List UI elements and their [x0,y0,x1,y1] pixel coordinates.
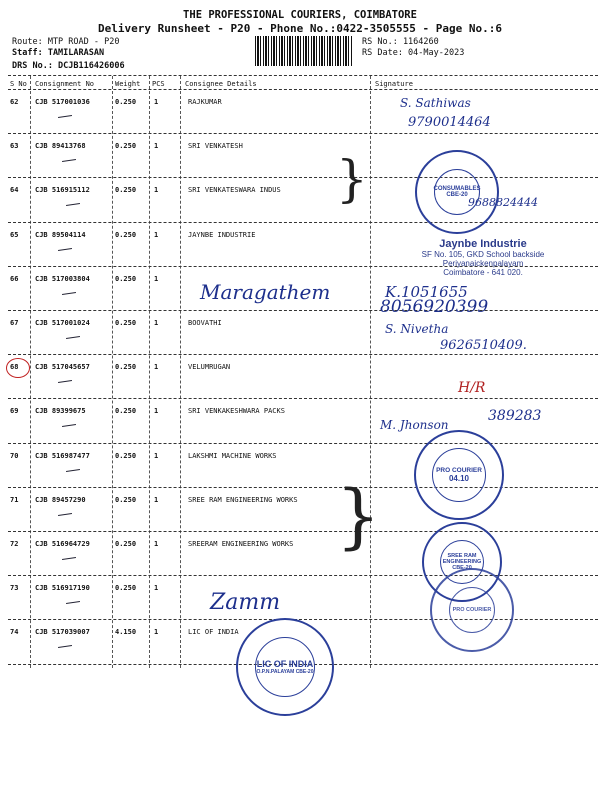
row-weight: 0.250 [115,584,137,593]
signature-row-66: Maragathem [200,280,331,304]
col-divider [112,76,113,668]
row-consignee: LIC OF INDIA [188,628,239,637]
row-consignment-no: CJB 89457290 [35,495,86,504]
row-consignee: SRI VENKATESH [188,142,243,151]
row-consignee: LAKSHMI MACHINE WORKS [188,451,277,460]
pen-tick-mark [62,159,76,162]
row-consignment-no: CJB 517001036 [35,98,90,106]
row-sno: 74 [10,628,19,637]
row-sno: 62 [10,98,19,106]
col-header-consignee: Consignee Details [185,80,257,88]
stamp-text-sree-ram: SREE RAM ENGINEERING [442,553,482,565]
row-sno: 68 [10,363,19,372]
row-pcs: 1 [154,186,159,195]
col-header-signature: Signature [375,80,413,88]
stamp-text-pro-date: 04.10 [448,474,470,483]
row-sno: 72 [10,540,19,548]
row-divider [8,398,598,399]
row-weight: 0.250 [115,363,137,372]
brace-mark: } [336,150,368,208]
pen-tick-mark [66,336,80,339]
stamp-text-pro-courier-2: PRO COURIER [452,607,492,613]
row-pcs: 1 [154,142,159,151]
brace-mark: } [336,475,381,557]
row-sno: 67 [10,319,19,327]
barcode [255,36,353,66]
col-header-pcs: PCS [152,80,165,88]
pen-tick-mark [62,557,76,560]
runsheet-title: Delivery Runsheet - P20 - Phone No.:0422-3505555 - Page No.:6 [98,22,502,35]
row-divider [8,487,598,488]
row-consignee: SRI VENKATESWARA INDUS [188,186,281,195]
pen-tick-mark [66,601,80,604]
red-circle-mark [6,358,30,378]
row-consignment-no: CJB 516915112 [35,186,90,195]
header-bottom-line [8,89,598,90]
row-consignee: VELUMRUGAN [188,363,231,372]
row-sno: 73 [10,584,19,593]
jaynbe-address-3: Coimbatore - 641 020. [443,268,523,277]
row-consignment-no: CJB 517001024 [35,319,90,327]
row-consignment-no: CJB 517045657 [35,363,90,372]
row-consignee: SREE RAM ENGINEERING WORKS [188,495,298,504]
phone-row-69: 389283 [488,408,542,424]
table-top-line [8,75,598,76]
row-pcs: 1 [154,540,159,548]
row-divider [8,354,598,355]
pen-tick-mark [58,248,72,251]
row-weight: 0.250 [115,495,137,504]
note-row-66: K.1051655 [385,283,468,301]
row-pcs: 1 [154,363,159,372]
pen-tick-mark [58,513,72,516]
row-consignee: SREERAM ENGINEERING WORKS [188,540,294,548]
row-sno: 63 [10,142,19,151]
row-divider [8,443,598,444]
drs-number: DRS No.: DCJB116426006 [12,61,125,71]
pen-tick-mark [66,469,80,472]
col-header-consignment: Consignment No [35,80,95,88]
route-label: Route: MTP ROAD - P20 [12,37,120,47]
row-weight: 0.250 [115,230,137,239]
row-pcs: 1 [154,628,159,637]
phone-row-66: 8056920399 [380,297,489,317]
courier-stamp-73 [430,568,514,652]
row-sno: 71 [10,495,19,504]
row-consignee: JAYNBE INDUSTRIE [188,230,256,239]
col-header-weight: Weight [115,80,141,88]
row-pcs: 1 [154,230,159,239]
jaynbe-address-1: SF No. 105, GKD School backside [421,250,545,259]
row-weight: 0.250 [115,98,137,106]
pen-tick-mark [58,380,72,383]
lic-stamp [236,618,334,716]
row-weight: 0.250 [115,319,137,327]
stamp-text-cbe: CBE-20 [446,192,468,198]
stamp-text-pro-courier: PRO COURIER [436,467,482,474]
row-divider [8,222,598,223]
row-consignment-no: CJB 516917190 [35,584,90,593]
row-weight: 4.150 [115,628,137,637]
row-consignment-no: CJB 516964729 [35,540,90,548]
row-divider [8,177,598,178]
row-sno: 70 [10,451,19,460]
row-pcs: 1 [154,407,159,416]
pen-tick-mark [66,203,80,206]
row-consignee: SRI VENKAKESHWARA PACKS [188,407,285,416]
row-weight: 0.250 [115,142,137,151]
row-sno: 65 [10,230,19,239]
row-consignment-no: CJB 89504114 [35,230,86,239]
stamp-text-lic: LIC OF INDIA [256,659,314,669]
row-pcs: 1 [154,274,159,283]
row-divider [8,133,598,134]
row-consignment-no: CJB 517003804 [35,274,90,283]
stamp-text-consumables: CONSUMABLES [433,186,481,192]
row-consignee: BOOVATHI [188,319,222,327]
jaynbe-address-2: Periyanaickenpalayam [442,259,524,268]
row-divider [8,575,598,576]
consumables-stamp [415,150,499,234]
row-weight: 0.250 [115,451,137,460]
note-row-68: H/R [458,380,486,396]
row-divider [8,531,598,532]
col-divider [149,76,150,668]
row-weight: 0.250 [115,274,137,283]
row-sno: 64 [10,186,19,195]
phone-row-67: 9626510409. [440,338,527,353]
signature-row-69: M. Jhonson [380,418,449,432]
pen-tick-mark [62,292,76,295]
rs-number: RS No.: 1164260 [362,37,439,47]
col-header-sno: S No [10,80,27,88]
phone-row-62: 9790014464 [408,115,491,130]
row-weight: 0.250 [115,186,137,195]
stamp-text-lic-sub: O.P.N.PALAYAM CBE-20 [256,669,314,675]
row-pcs: 1 [154,584,159,593]
row-weight: 0.250 [115,540,137,548]
row-consignment-no: CJB 89399675 [35,407,86,416]
jaynbe-stamp [372,238,594,277]
row-consignment-no: CJB 517039007 [35,628,90,637]
signature-row-62: S. Sathiwas [400,96,471,110]
phone-row-64: 9688824444 [468,196,538,209]
row-divider [8,310,598,311]
pen-tick-mark [58,645,72,648]
row-weight: 0.250 [115,407,137,416]
row-pcs: 1 [154,495,159,504]
row-consignment-no: CJB 516987477 [35,451,90,460]
pen-tick-mark [58,115,72,118]
staff-label: Staff: TAMILARASAN [12,48,105,58]
signature-row-73: Zamm [210,590,281,615]
row-consignment-no: CJB 89413768 [35,142,86,151]
row-pcs: 1 [154,319,159,327]
jaynbe-name: Jaynbe Industrie [439,238,527,250]
rs-date: RS Date: 04-May-2023 [362,48,465,58]
row-pcs: 1 [154,98,159,106]
col-divider [180,76,181,668]
row-pcs: 1 [154,451,159,460]
company-title: THE PROFESSIONAL COURIERS, COIMBATORE [183,9,417,21]
stamp-text-cbe-2: CBE-20 [452,565,472,571]
row-sno: 66 [10,274,19,283]
pen-tick-mark [62,424,76,427]
col-divider [30,76,31,668]
row-consignee: RAJKUMAR [188,98,222,106]
row-sno: 69 [10,407,19,416]
pro-courier-stamp [414,430,504,520]
col-divider [370,76,371,668]
signature-row-67: S. Nivetha [385,322,449,336]
